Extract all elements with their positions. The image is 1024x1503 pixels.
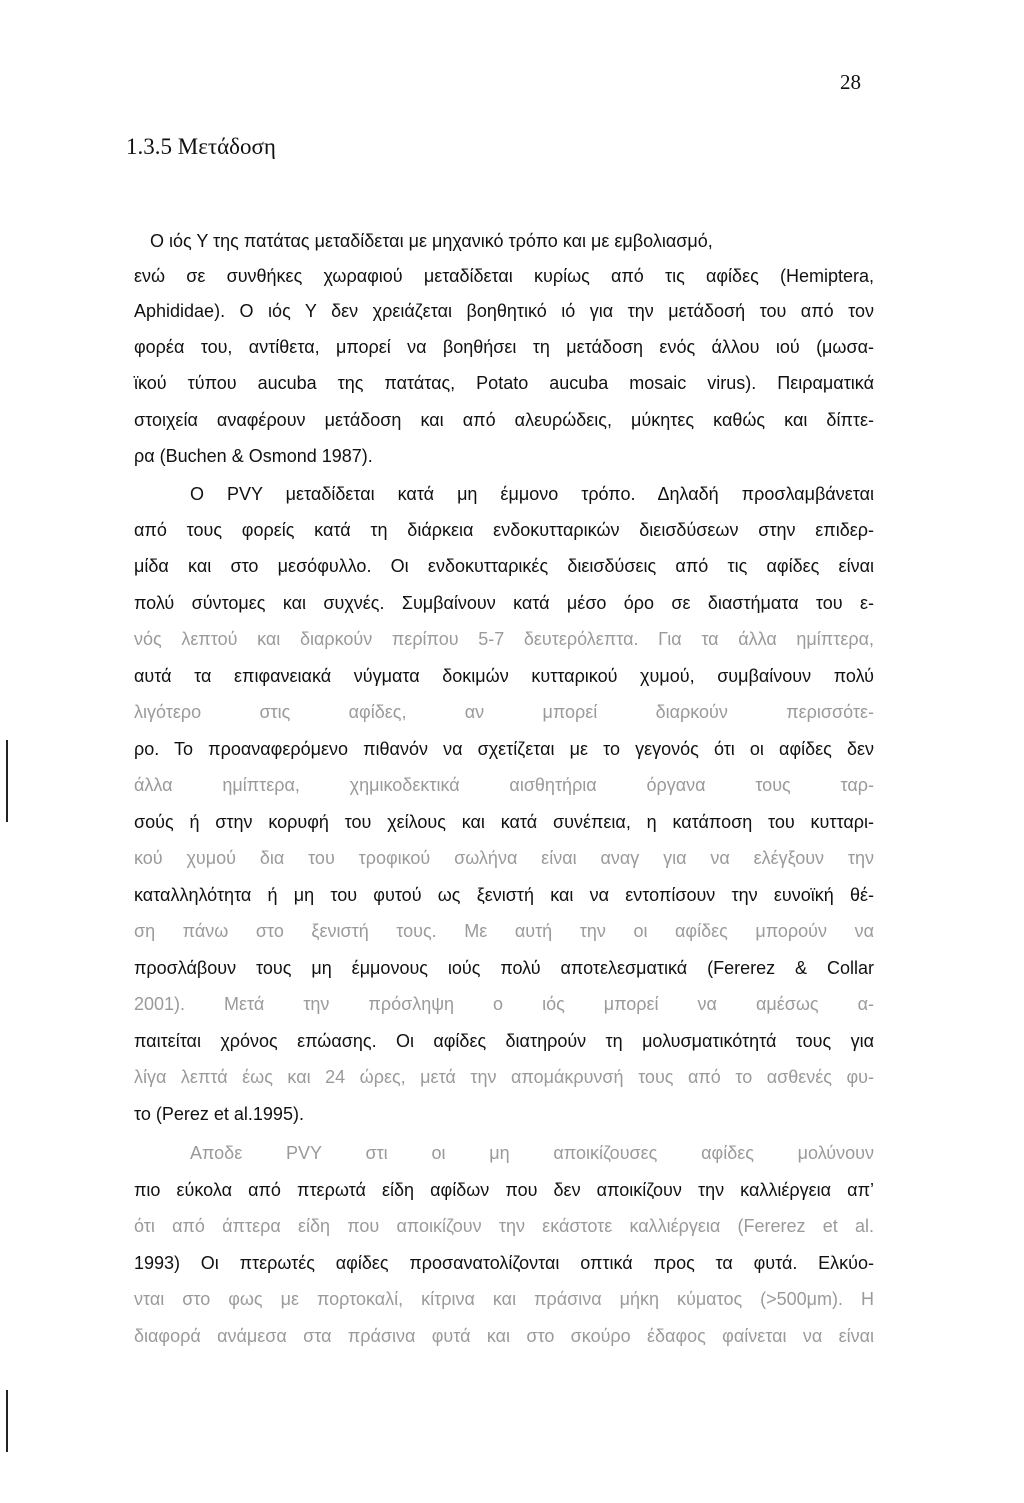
paragraph-3-line-1: Αποδε PVY στι οι μη αποικίζουσες αφίδες μολύνουν: [190, 1143, 874, 1163]
page-number: 28: [840, 70, 861, 94]
paragraph-2-line-4: πολύ σύντομες και συχνές. Συμβαίνουν κατά μέσο όρο σε διαστήματα του ε-: [134, 593, 874, 613]
paragraph-3-line-3: ότι από άπτερα είδη που αποικίζουν την εκάστοτε καλλιέργεια (Fererez et al.: [134, 1216, 874, 1236]
paragraph-2-line-14: προσλάβουν τους μη έμμονους ιούς πολύ αποτελεσματικά (Fererez & Collar: [134, 958, 874, 978]
paragraph-3-line-4: 1993) Οι πτερωτές αφίδες προσανατολίζονται οπτικά προς τα φυτά. Ελκύο-: [134, 1253, 874, 1273]
paragraph-2-line-2: από τους φορείς κατά τη διάρκεια ενδοκυτταρικών διεισδύσεων στην επιδερ-: [134, 520, 874, 540]
scan-edge-rule-1: [6, 740, 8, 822]
paragraph-2-line-10: σούς ή στην κορυφή του χείλους και κατά συνέπεια, η κατάποση του κυτταρι-: [134, 812, 874, 832]
paragraph-2-line-9: άλλα ημίπτερα, χημικοδεκτικά αισθητήρια όργανα τους ταρ-: [134, 775, 874, 795]
paragraph-2-line-1: Ο PVY μεταδίδεται κατά μη έμμονο τρόπο. Δηλαδή προσλαμβάνεται: [190, 484, 874, 504]
paragraph-2-line-11: κού χυμού δια του τροφικού σωλήνα είναι αναγ για να ελέγξουν την: [134, 848, 874, 868]
scan-edge-rule-2: [6, 1390, 8, 1452]
paragraph-2-line-17: λίγα λεπτά έως και 24 ώρες, μετά την απομάκρυνσή τους από το ασθενές φυ-: [134, 1067, 874, 1087]
paragraph-2-line-13: ση πάνω στο ξενιστή τους. Με αυτή την οι αφίδες μπορούν να: [134, 921, 874, 941]
paragraph-2-line-5: νός λεπτού και διαρκούν περίπου 5-7 δευτερόλεπτα. Για τα άλλα ημίπτερα,: [134, 629, 874, 649]
paragraph-2-line-3: μίδα και στο μεσόφυλλο. Οι ενδοκυτταρικές διεισδύσεις από τις αφίδες είναι: [134, 556, 874, 576]
paragraph-2-line-8: ρο. Το προαναφερόμενο πιθανόν να σχετίζεται με το γεγονός ότι οι αφίδες δεν: [134, 739, 874, 759]
paragraph-1-line-7: ρα (Buchen & Osmond 1987).: [134, 446, 373, 466]
paragraph-3-line-6: διαφορά ανάμεσα στα πράσινα φυτά και στο σκούρο έδαφος φαίνεται να είναι: [134, 1326, 874, 1346]
paragraph-2-line-6: αυτά τα επιφανειακά νύγματα δοκιμών κυτταρικού χυμού, συμβαίνουν πολύ: [134, 666, 874, 686]
paragraph-3-line-2: πιο εύκολα από πτερωτά είδη αφίδων που δεν αποικίζουν την καλλιέργεια απ’: [134, 1180, 874, 1200]
paragraph-2-line-7: λιγότερο στις αφίδες, αν μπορεί διαρκούν περισσότε-: [134, 702, 874, 722]
paragraph-2-line-15: 2001). Μετά την πρόσληψη ο ιός μπορεί να αμέσως α-: [134, 994, 874, 1014]
paragraph-2-line-12: καταλληλότητα ή μη του φυτού ως ξενιστή και να εντοπίσουν την ευνοϊκή θέ-: [134, 885, 874, 905]
section-title: 1.3.5 Μετάδοση: [126, 134, 276, 159]
paragraph-1-line-4: φορέα του, αντίθετα, μπορεί να βοηθήσει τη μετάδοση ενός άλλου ιού (μωσα-: [134, 337, 874, 357]
paragraph-2-line-18: το (Perez et al.1995).: [134, 1104, 304, 1124]
paragraph-1-line-2: ενώ σε συνθήκες χωραφιού μεταδίδεται κυρίως από τις αφίδες (Hemiptera,: [134, 266, 874, 286]
paragraph-1-line-6: στοιχεία αναφέρουν μετάδοση και από αλευρώδεις, μύκητες καθώς και δίπτε-: [134, 410, 874, 430]
paragraph-1-line-5: ϊκού τύπου aucuba της πατάτας, Potato aucuba mosaic virus). Πειραματικά: [134, 373, 874, 393]
paragraph-3-line-5: νται στο φως με πορτοκαλί, κίτρινα και πράσινα μήκη κύματος (>500μm). Η: [134, 1289, 874, 1309]
paragraph-1-line-1: Ο ιός Υ της πατάτας μεταδίδεται με μηχανικό τρόπο και με εμβολιασμό,: [150, 231, 713, 251]
paragraph-1-line-3: Aphididae). Ο ιός Υ δεν χρειάζεται βοηθητικό ιό για την μετάδοσή του από τον: [134, 301, 874, 321]
paragraph-2-line-16: παιτείται χρόνος επώασης. Οι αφίδες διατηρούν τη μολυσματικότητά τους για: [134, 1031, 874, 1051]
